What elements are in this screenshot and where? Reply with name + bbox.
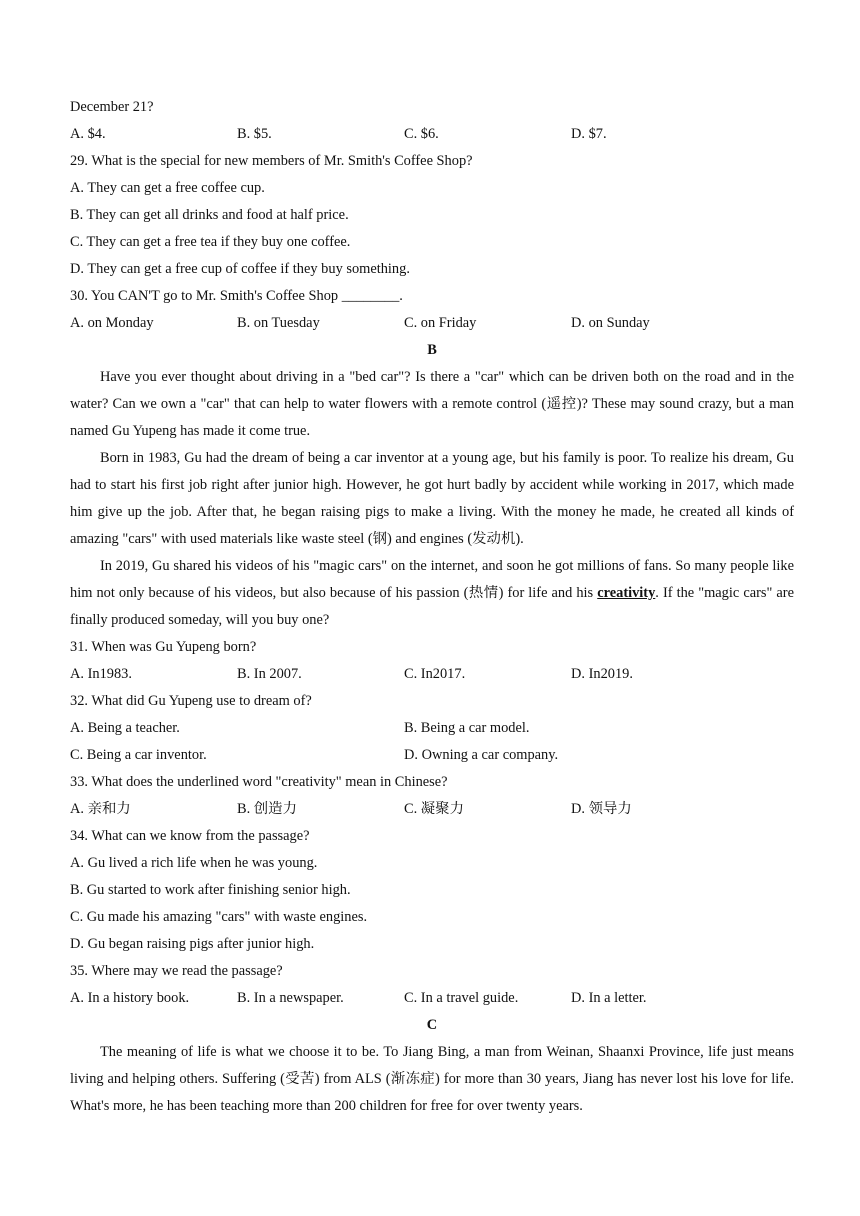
q28-option-c: C. $6. (404, 126, 439, 142)
section-b-paragraph-2: Born in 1983, Gu had the dream of being a car inventor at a young age, but his family is poor. To realize his dream, Gu had to start his first job right after junior high. However, he got hurt badly by accident while working in 2017, which made him give up the job. After that, he began raising pigs to make a living. With the money he made, he created all kinds of amazing "cars" with used materials like waste steel (钢) and engines (发动机). (70, 450, 794, 547)
q30-question: 30. You CAN'T go to Mr. Smith's Coffee Shop ________. (70, 288, 403, 304)
q34-option-b: B. Gu started to work after finishing senior high. (70, 882, 351, 898)
q31-question: 31. When was Gu Yupeng born? (70, 639, 257, 655)
q28-option-b: B. $5. (237, 126, 272, 142)
q30-option-a: A. on Monday (70, 315, 154, 331)
q33-question: 33. What does the underlined word "creativity" mean in Chinese? (70, 774, 448, 790)
q35-option-d: D. In a letter. (571, 990, 647, 1006)
q35-question: 35. Where may we read the passage? (70, 963, 283, 979)
q28-options (70, 121, 794, 148)
q33-options (70, 796, 794, 823)
q32-options-row-2 (70, 742, 794, 769)
section-c-heading: C (426, 1017, 438, 1033)
q28-option-d: D. $7. (571, 126, 607, 142)
q30-option-c: C. on Friday (404, 315, 477, 331)
q32-option-c: C. Being a car inventor. (70, 747, 207, 763)
q30-options (70, 310, 794, 337)
q32-option-b: B. Being a car model. (404, 720, 530, 736)
section-c-paragraph-1: The meaning of life is what we choose it to be. To Jiang Bing, a man from Weinan, Shaanxi Province, life just means living and helping others. Suffering (受苦) from ALS (渐冻症) for more than 30 years, Jiang has never lost his love for life. What's more, he has been teaching more than 200 children for free for over twenty years. (70, 1044, 794, 1114)
q31-option-b: B. In 2007. (237, 666, 302, 682)
q29-option-c: C. They can get a free tea if they buy one coffee. (70, 234, 351, 250)
q33-option-d: D. 领导力 (571, 801, 632, 817)
q34-option-c: C. Gu made his amazing "cars" with waste engines. (70, 909, 368, 925)
section-b-p3-before: In 2019, Gu shared his videos of his "magic cars" on the internet, and soon he got millions of fans. So many people like him not only because of his videos, but also because of his passion (热情) for life and his (70, 558, 794, 601)
q32-question: 32. What did Gu Yupeng use to dream of? (70, 693, 312, 709)
q31-option-d: D. In2019. (571, 666, 633, 682)
q28-option-a: A. $4. (70, 126, 106, 142)
q35-option-b: B. In a newspaper. (237, 990, 344, 1006)
q34-option-a: A. Gu lived a rich life when he was young. (70, 855, 318, 871)
q29-question: 29. What is the special for new members of Mr. Smith's Coffee Shop? (70, 153, 473, 169)
section-b-paragraph-1: Have you ever thought about driving in a "bed car"? Is there a "car" which can be driven both on the road and in the water? Can we own a "car" that can help to water flowers with a remote control (遥控)? These may sound crazy, but a man named Gu Yupeng has made it come true. (70, 369, 794, 439)
q32-options-row-1 (70, 715, 794, 742)
q34-question: 34. What can we know from the passage? (70, 828, 310, 844)
q32-option-a: A. Being a teacher. (70, 720, 180, 736)
q33-option-c: C. 凝聚力 (404, 801, 464, 817)
q29-option-b: B. They can get all drinks and food at half price. (70, 207, 349, 223)
q33-option-b: B. 创造力 (237, 801, 297, 817)
section-b-p3-after: . If the "magic cars" are finally produced someday, will you buy one? (70, 585, 794, 628)
section-b-heading: B (427, 342, 437, 358)
q33-option-a: A. 亲和力 (70, 801, 131, 817)
q28-question-tail: December 21? (70, 99, 154, 115)
section-b-paragraph-3 (70, 553, 794, 634)
q35-options (70, 985, 794, 1012)
q35-option-a: A. In a history book. (70, 990, 190, 1006)
q35-option-c: C. In a travel guide. (404, 990, 519, 1006)
q29-option-a: A. They can get a free coffee cup. (70, 180, 265, 196)
q32-option-d: D. Owning a car company. (404, 747, 559, 763)
q31-option-c: C. In2017. (404, 666, 466, 682)
q31-options (70, 661, 794, 688)
q31-option-a: A. In1983. (70, 666, 132, 682)
q34-option-d: D. Gu began raising pigs after junior high. (70, 936, 315, 952)
q30-option-b: B. on Tuesday (237, 315, 320, 331)
q29-option-d: D. They can get a free cup of coffee if they buy something. (70, 261, 410, 277)
q30-option-d: D. on Sunday (571, 315, 650, 331)
underlined-word-creativity: creativity (597, 585, 656, 601)
